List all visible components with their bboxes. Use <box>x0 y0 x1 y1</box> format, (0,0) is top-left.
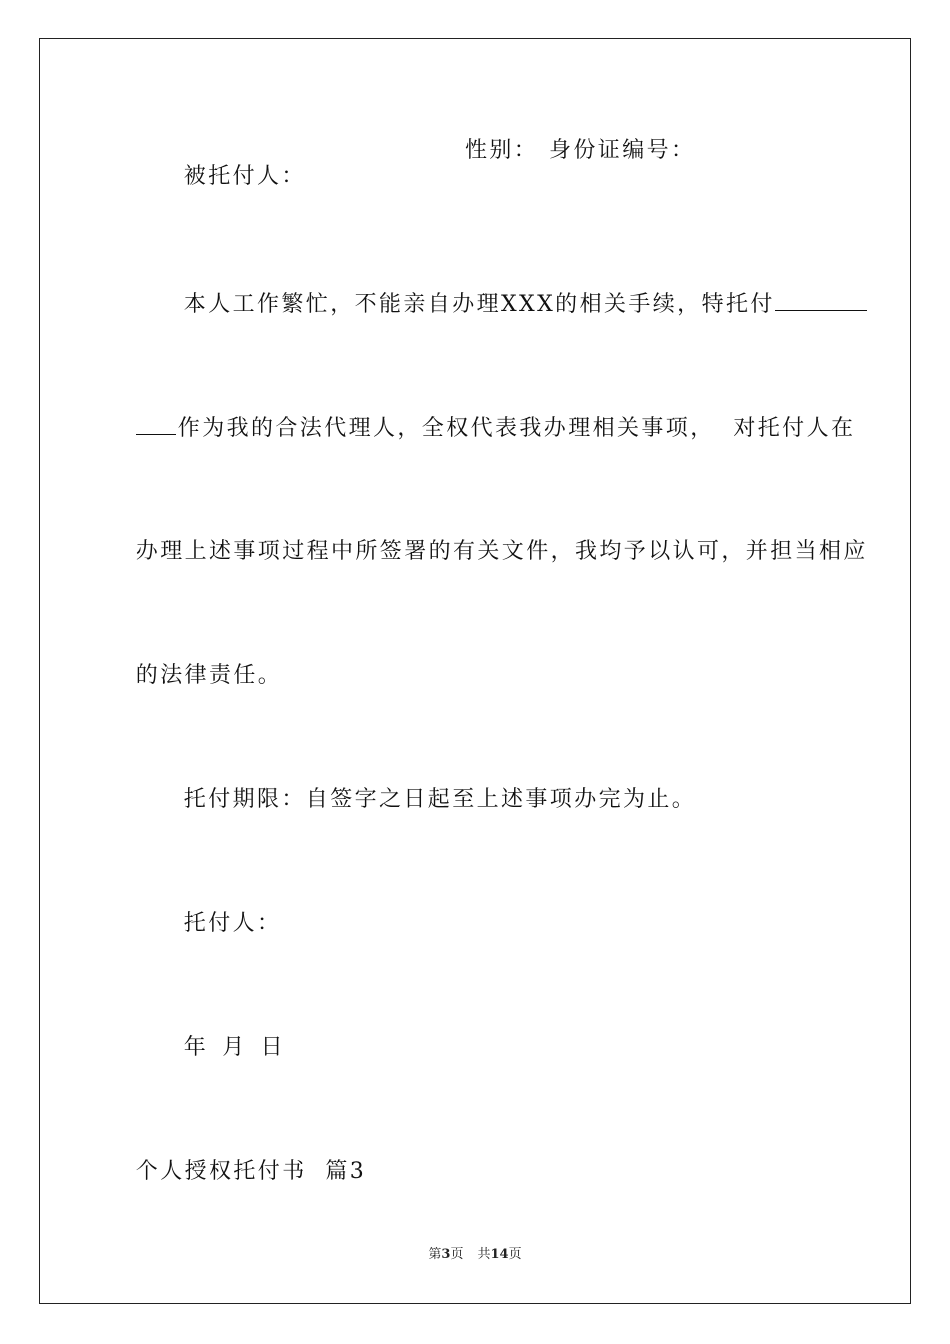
paragraph-line-4 <box>117 637 837 689</box>
footer-total-prefix: 共 <box>477 1247 491 1262</box>
footer-page-suffix: 页 <box>450 1247 464 1262</box>
paragraph-text-1: 本人工作繁忙，不能亲自办理XXX的相关手续，特托付 <box>183 292 775 317</box>
id-number-label: 身份证编号： <box>549 138 696 163</box>
date-month-label: 月 <box>222 1035 247 1060</box>
paragraph-line-2 <box>117 388 856 442</box>
paragraph-line-3 <box>117 513 868 565</box>
signer-line <box>165 885 885 937</box>
page-footer <box>0 1246 950 1264</box>
date-line <box>165 1009 885 1061</box>
agent-name-blank-continued <box>136 414 176 435</box>
paragraph-text-4: 的法律责任。 <box>135 663 283 688</box>
term-line <box>165 761 885 813</box>
paragraph-text-2: 作为我的合法代理人，全权代表我办理相关事项， 对托付人在 <box>177 416 856 441</box>
footer-total-suffix: 页 <box>508 1247 522 1262</box>
footer-total-pages: 14 <box>490 1247 509 1262</box>
gender-label: 性别： <box>465 138 539 163</box>
footer-page-prefix: 第 <box>428 1247 442 1262</box>
signer-label: 托付人： <box>183 911 282 936</box>
paragraph-line-1 <box>165 264 885 318</box>
section-heading <box>117 1133 837 1185</box>
agent-name-blank <box>775 290 867 311</box>
footer-page-number: 3 <box>441 1247 451 1262</box>
principal-label: 被托付人： <box>183 164 306 189</box>
paragraph-text-3: 办理上述事项过程中所签署的有关文件，我均予以认可，并担当相应 <box>135 539 868 564</box>
date-year-label: 年 <box>183 1035 209 1060</box>
section-heading-text: 个人授权托付书 篇3 <box>135 1159 367 1184</box>
date-day-label: 日 <box>260 1035 286 1060</box>
term-text: 托付期限：自签字之日起至上述事项办完为止。 <box>183 787 697 812</box>
